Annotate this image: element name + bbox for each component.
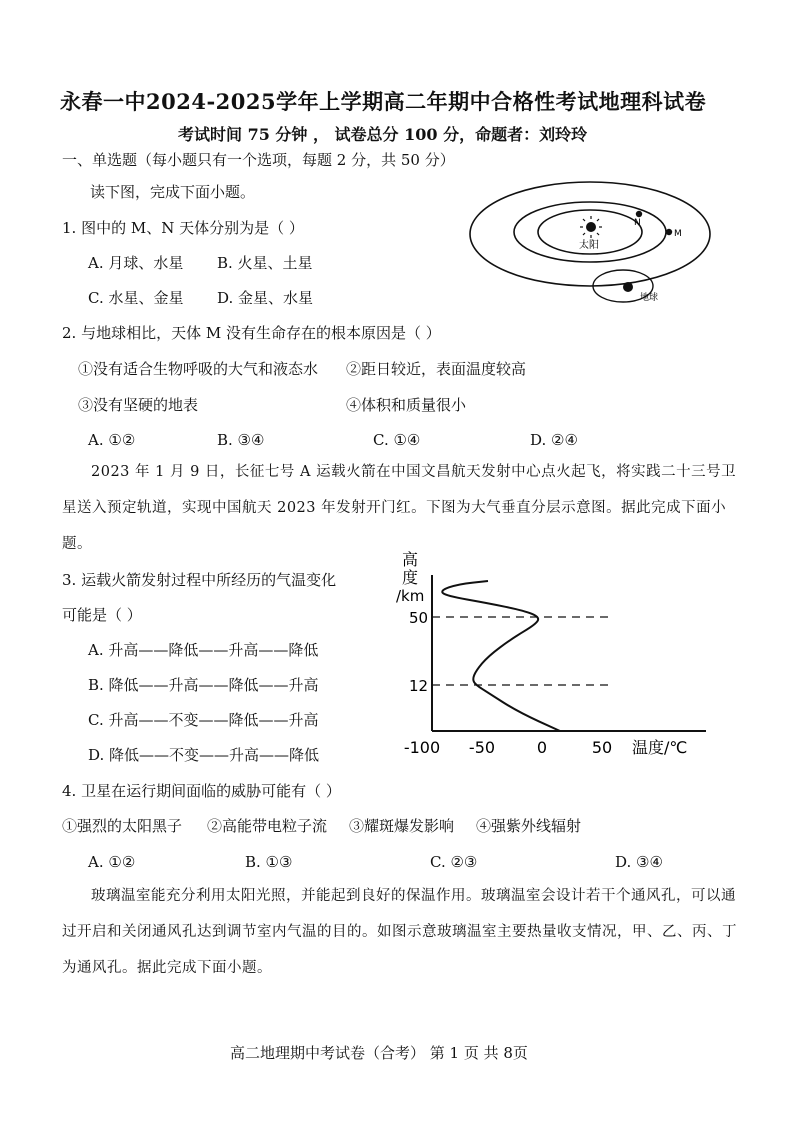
q1-option-c[interactable]: C. 水星、金星: [88, 289, 184, 307]
q2-statement-4: ④体积和质量很小: [346, 396, 467, 414]
q3-option-d[interactable]: D. 降低——不变——升高——降低: [88, 746, 320, 764]
question-1-stem: 1. 图中的 M、N 天体分别为是（ ）: [62, 219, 304, 237]
x-axis-label: 温度/℃: [632, 738, 688, 757]
q4-statement-4: ④强紫外线辐射: [476, 817, 582, 835]
y-tick-label: 50: [409, 609, 429, 627]
x-tick-label: -100: [403, 738, 441, 757]
planet-m-dot: [666, 229, 672, 235]
q2-statement-3: ③没有坚硬的地表: [78, 396, 199, 414]
x-tick-label: 0: [536, 738, 548, 757]
q4-option-b[interactable]: B. ①③: [245, 853, 293, 871]
q2-option-a[interactable]: A. ①②: [88, 431, 136, 449]
sun-icon: [580, 216, 602, 238]
q4-statement-1: ①强烈的太阳黑子: [62, 817, 183, 835]
q4-statement-2: ②高能带电粒子流: [207, 817, 328, 835]
q2-statement-2: ②距日较近，表面温度较高: [346, 360, 527, 378]
x-tick-label: 50: [591, 738, 613, 757]
question-4-stem: 4. 卫星在运行期间面临的威胁可能有（ ）: [62, 782, 341, 800]
y-axis-label-1: 高: [402, 550, 419, 569]
q2-statement-1: ①没有适合生物呼吸的大气和液态水: [78, 360, 319, 378]
earth-label: 地球: [640, 293, 659, 303]
passage-rocket-launch: 2023 年 1 月 9 日，长征七号 A 运载火箭在中国文昌航天发射中心点火起飞，将实践二十三号卫星送入预定轨道，实现中国航天 2023 年发射开门红。下图为大气垂直分层示意图。据此完成下面小题。: [62, 464, 737, 552]
earth-dot: [623, 282, 633, 292]
m-orbit: [514, 202, 666, 262]
planet-n-dot: [636, 211, 642, 217]
question-3-stem-line2: 可能是（ ）: [62, 606, 142, 624]
q4-option-c[interactable]: C. ②③: [430, 853, 478, 871]
section-heading: 一、单选题（每小题只有一个选项，每题 2 分，共 50 分）: [62, 151, 455, 169]
x-tick-label: -50: [468, 738, 496, 757]
q4-option-a[interactable]: A. ①②: [88, 853, 136, 871]
temperature-profile-line: [442, 581, 560, 731]
section-intro: 读下图，完成下面小题。: [90, 183, 256, 201]
planet-m-label: M: [674, 229, 682, 239]
q2-option-c[interactable]: C. ①④: [373, 431, 421, 449]
atmosphere-temperature-chart: [376, 545, 706, 770]
exam-title: 永春一中2024-2025学年上学期高二年期中合格性考试地理科试卷: [60, 89, 707, 114]
y-axis-label-2: 度: [402, 568, 419, 587]
q1-option-d[interactable]: D. 金星、水星: [217, 289, 314, 307]
passage-glass-greenhouse: 玻璃温室能充分利用太阳光照，并能起到良好的保温作用。玻璃温室会设计若干个通风孔，可以通过开启和关闭通风孔达到调节室内气温的目的。如图示意玻璃温室主要热量收支情况，甲、乙、丙、丁为通风孔。据此完成下面小题。: [62, 888, 737, 976]
q1-option-b[interactable]: B. 火星、土星: [217, 254, 313, 272]
y-axis-label-3: /km: [396, 587, 425, 605]
q2-option-d[interactable]: D. ②④: [530, 431, 578, 449]
question-2-stem: 2. 与地球相比，天体 M 没有生命存在的根本原因是（ ）: [62, 324, 441, 342]
question-3-stem-line1: 3. 运载火箭发射过程中所经历的气温变化: [62, 571, 337, 589]
q2-option-b[interactable]: B. ③④: [217, 431, 265, 449]
q4-option-d[interactable]: D. ③④: [615, 853, 663, 871]
page-footer: 高二地理期中考试卷（合考） 第 1 页 共 8页: [230, 1044, 528, 1062]
q4-statement-3: ③耀斑爆发影响: [349, 817, 455, 835]
solar-orbit-figure: [458, 162, 758, 314]
y-tick-label: 12: [409, 677, 429, 695]
q1-option-a[interactable]: A. 月球、水星: [88, 254, 184, 272]
q3-option-a[interactable]: A. 升高——降低——升高——降低: [88, 641, 319, 659]
q3-option-b[interactable]: B. 降低——升高——降低——升高: [88, 676, 319, 694]
exam-subtitle: 考试时间 75 分钟 ， 试卷总分 100 分，命题者：刘玲玲: [178, 125, 588, 144]
planet-n-label: N: [634, 218, 641, 228]
q3-option-c[interactable]: C. 升高——不变——降低——升高: [88, 711, 319, 729]
sun-label: 太阳: [579, 240, 599, 251]
